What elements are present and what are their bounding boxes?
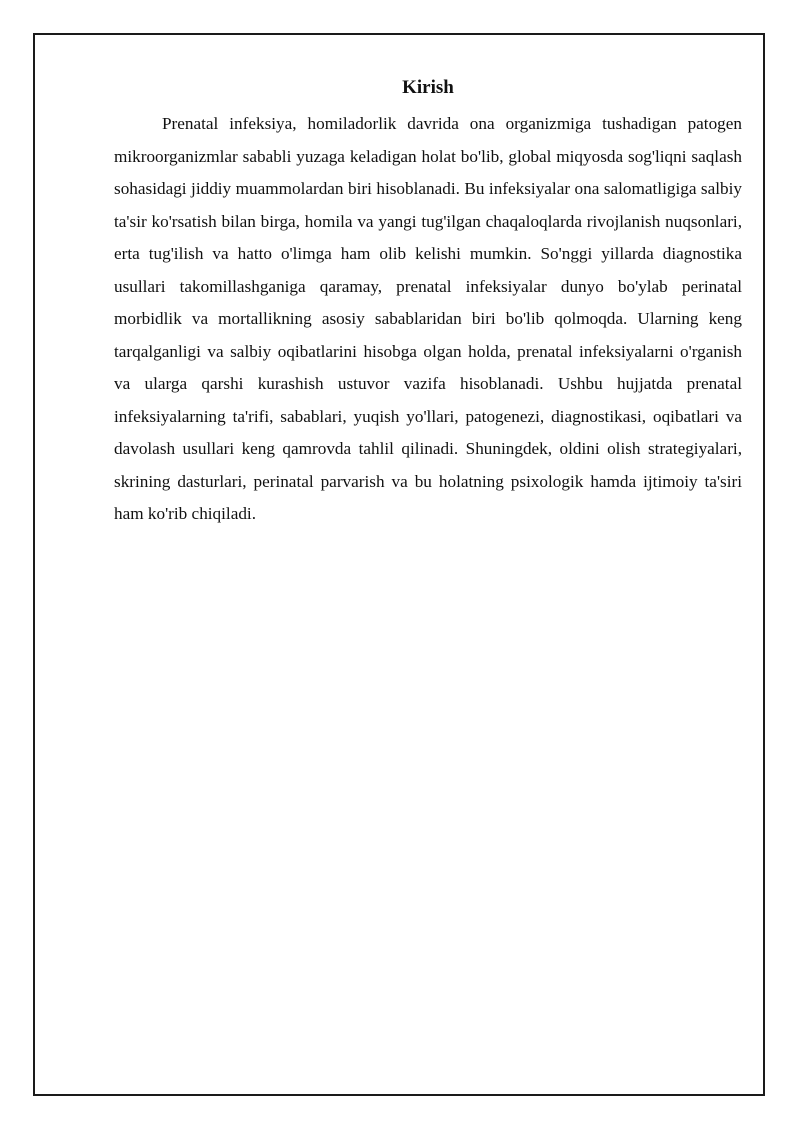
section-heading: Kirish: [402, 77, 454, 98]
body-paragraph: Prenatal infeksiya, homiladorlik davrida ona organizmiga tushadigan patogen mikroorganizmlar sababli yuzaga keladigan holat bo'lib, global miqyosda sog'liqni saqlash sohasidagi jiddiy muammolardan biri hisoblanadi. Bu infeksiyalar ona salomatligiga salbiy ta'sir ko'rsatish bilan birga, homila va yangi tug'ilgan chaqaloqlarda rivojlanish nuqsonlari, erta tug'ilish va hatto o'limga ham olib kelishi mumkin. So'nggi yillarda diagnostika usullari takomillashganiga qaramay, prenatal infeksiyalar dunyo bo'ylab perinatal morbidlik va mortallikning asosiy sabablaridan biri bo'lib qolmoqda. Ularning keng tarqalganligi va salbiy oqibatlarini hisobga olgan holda, prenatal infeksiyalarni o'rganish va ularga qarshi kurashish ustuvor vazifa hisoblanadi. Ushbu hujjatda prenatal infeksiyalarning ta'rifi, sabablari, yuqish yo'llari, patogenezi, diagnostikasi, oqibatlari va davolash usullari keng qamrovda tahlil qilinadi. Shuningdek, oldini olish strategiyalari, skrining dasturlari, perinatal parvarish va bu holatning psixologik hamda ijtimoiy ta'siri ham ko'rib chiqiladi.: [114, 114, 742, 523]
